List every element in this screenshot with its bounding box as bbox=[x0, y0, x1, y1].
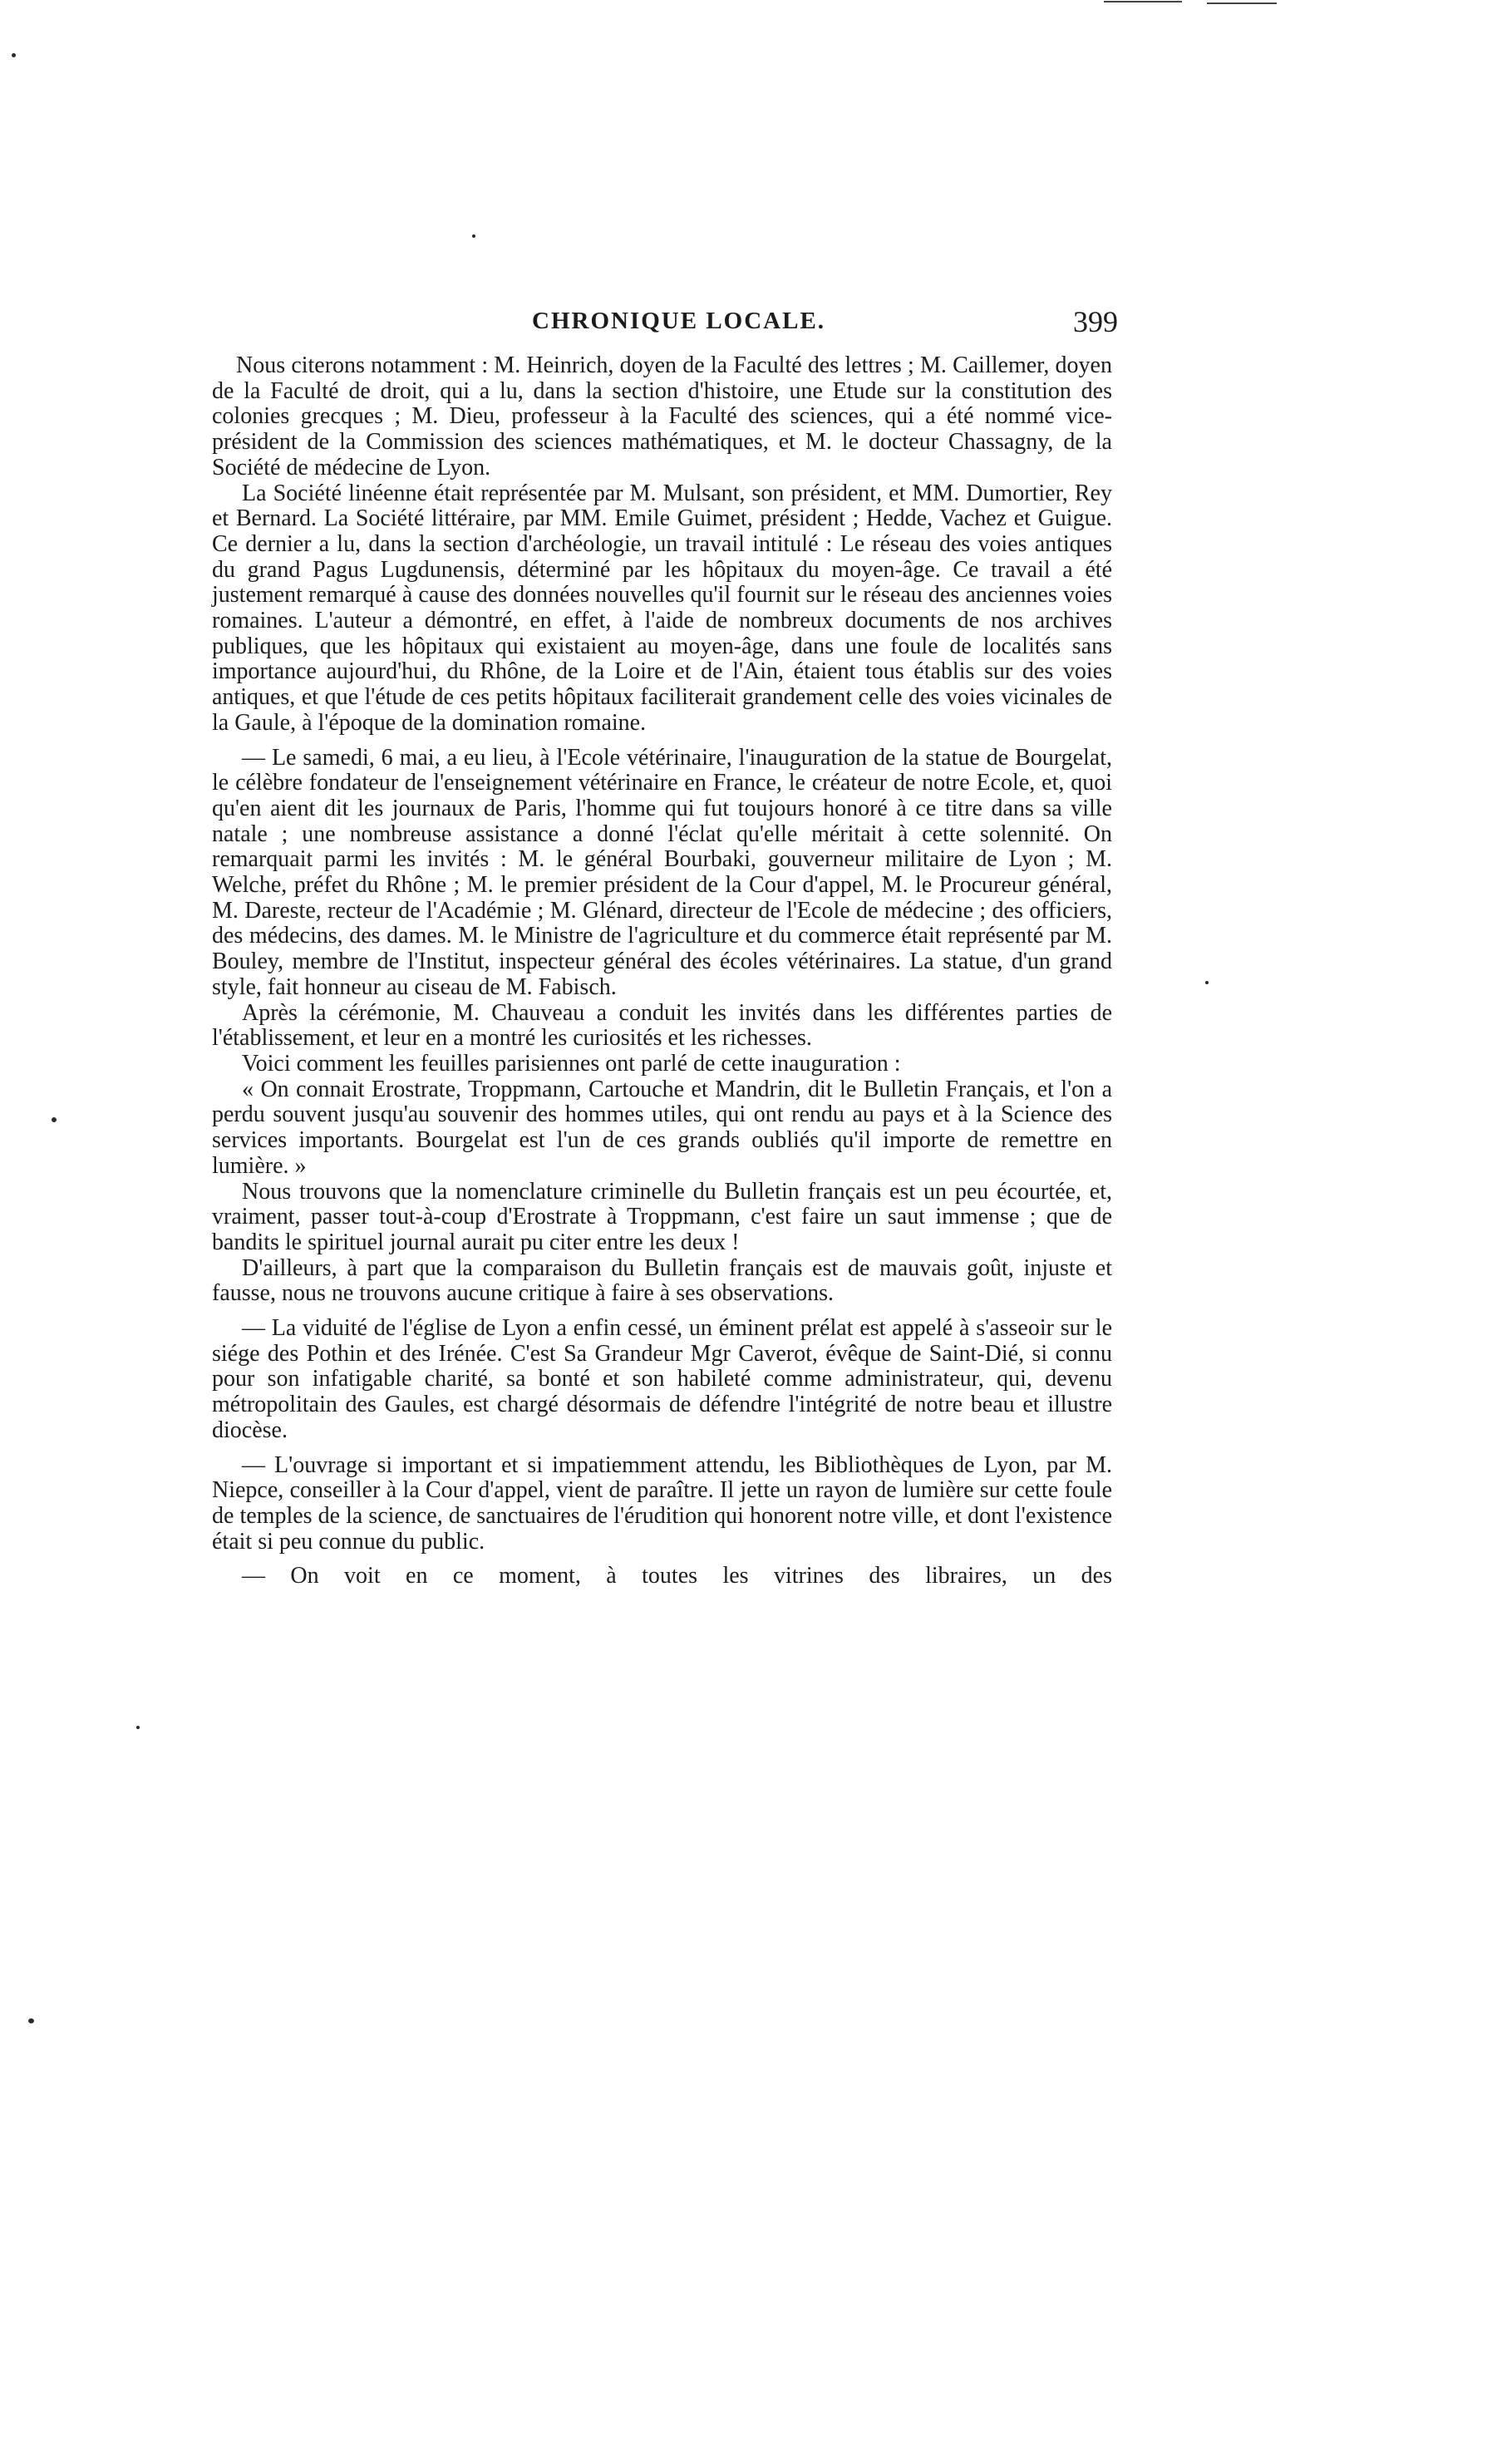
page-header bbox=[212, 304, 1118, 347]
paragraph-new-archbishop: — La viduité de l'église de Lyon a enfin cessé, un éminent prélat est appelé à s'asseoir sur le siége des Pothin et des Irénée. C'est Sa Grandeur Mgr Caverot, évêque de Saint-Dié, si connu pour son infatigable charité, sa bonté et son habileté comme administrateur, qui, devenu métropolitain des Gaules, est chargé désormais de défendre l'intégrité de notre beau et illustre diocèse. bbox=[212, 1315, 1112, 1443]
paragraph-bookshop-windows: — On voit en ce moment, à toutes les vitrines des libraires, un des bbox=[242, 1563, 1112, 1589]
page-number: 399 bbox=[1073, 305, 1118, 338]
scan-speck bbox=[52, 1117, 57, 1122]
paragraph-parisian-press: Voici comment les feuilles parisiennes ont parlé de cette inauguration : bbox=[242, 1050, 901, 1077]
paragraph-criminal-nomenclature: Nous trouvons que la nomenclature criminelle du Bulletin français est un peu écourtée, et, vraiment, passer tout-à-coup d'Erostrate à Troppmann, c'est faire un saut immense ; que de bandits le spirituel journal aurait pu citer entre les deux ! bbox=[212, 1178, 1112, 1255]
top-edge-rule-short bbox=[1207, 2, 1277, 4]
scan-speck bbox=[136, 1726, 140, 1729]
paragraph-ceremony-visit: Après la cérémonie, M. Chauveau a conduit les invités dans les différentes parties de l'établissement, et leur en a montré les curiosités et les richesses. bbox=[212, 999, 1112, 1052]
top-edge-rule bbox=[1104, 1, 1182, 2]
paragraph-bourgelat-statue: — Le samedi, 6 mai, a eu lieu, à l'Ecole vétérinaire, l'inauguration de la statue de Bourgelat, le célèbre fondateur de l'enseignement vétérinaire en France, le créateur de notre Ecole, et, quoi qu'en aient dit les journaux de Paris, l'homme qui fut toujours honoré à ce titre dans sa ville natale ; une nombreuse assistance a donné l'éclat qu'elle méritait à cette solennité. On remarquait parmi les invités : M. le général Bourbaki, gouverneur militaire de Lyon ; M. Welche, préfet du Rhône ; M. le premier président de la Cour d'appel, M. le Procureur général, M. Dareste, recteur de l'Académie ; M. Glénard, directeur de l'Ecole de médecine ; des officiers, des médecins, des dames. M. le Ministre de l'agriculture et du commerce était représenté par M. Bouley, membre de l'Institut, inspecteur général des écoles vétérinaires. La statue, d'un grand style, fait honneur au ciseau de M. Fabisch. bbox=[212, 744, 1112, 1000]
running-head: CHRONIQUE LOCALE. bbox=[532, 308, 826, 334]
paragraph-lyon-libraries: — L'ouvrage si important et si impatiemment attendu, les Bibliothèques de Lyon, par M. Niepce, conseiller à la Cour d'appel, vient de paraître. Il jette un rayon de lumière sur cette foule de temples de la science, de sanctuaires de l'érudition qui honorent notre ville, et dont l'existence était si peu connue du public. bbox=[212, 1451, 1112, 1555]
scan-speck bbox=[12, 53, 16, 57]
scan-speck bbox=[472, 234, 475, 238]
body-text bbox=[212, 353, 1112, 1589]
scan-speck bbox=[1205, 981, 1209, 984]
paragraph-bad-comparison: D'ailleurs, à part que la comparaison du Bulletin français est de mauvais goût, injuste et fausse, nous ne trouvons aucune critique à faire à ses observations. bbox=[212, 1254, 1112, 1307]
paragraph-faculty-delegates: Nous citerons notamment : M. Heinrich, doyen de la Faculté des lettres ; M. Caillemer, doyen de la Faculté de droit, qui a lu, dans la section d'histoire, une Etude sur la constitution des colonies grecques ; M. Dieu, professeur à la Faculté des sciences, qui a été nommé vice-président de la Commission des sciences mathématiques, et M. le docteur Chassagny, de la Société de médecine de Lyon. bbox=[212, 352, 1112, 480]
paragraph-linnean-society: La Société linéenne était représentée par M. Mulsant, son président, et MM. Dumortier, Rey et Bernard. La Société littéraire, par MM. Emile Guimet, président ; Hedde, Vachez et Guigue. Ce dernier a lu, dans la section d'archéologie, un travail intitulé : Le réseau des voies antiques du grand Pagus Lugdunensis, déterminé par les hôpitaux du moyen-âge. Ce travail a été justement remarqué à cause des données nouvelles qu'il fournit sur le réseau des anciennes voies romaines. L'auteur a démontré, en effet, à l'aide de nombreux documents de nos archives publiques, que les hôpitaux qui existaient au moyen-âge, dans une foule de localités sans importance aujourd'hui, du Rhône, de la Loire et de l'Ain, étaient tous établis sur des voies antiques, et que l'étude de ces petits hôpitaux faciliterait grandement celle des voies vicinales de la Gaule, à l'époque de la domination romaine. bbox=[212, 480, 1112, 736]
paragraph-bulletin-quote: « On connait Erostrate, Troppmann, Cartouche et Mandrin, dit le Bulletin Français, et l'on a perdu souvent jusqu'au souvenir des hommes utiles, qui ont rendu au pays et à la Science des services importants. Bourgelat est l'un de ces grands oubliés qu'il importe de remettre en lumière. » bbox=[212, 1076, 1112, 1179]
scan-speck bbox=[28, 2018, 34, 2023]
